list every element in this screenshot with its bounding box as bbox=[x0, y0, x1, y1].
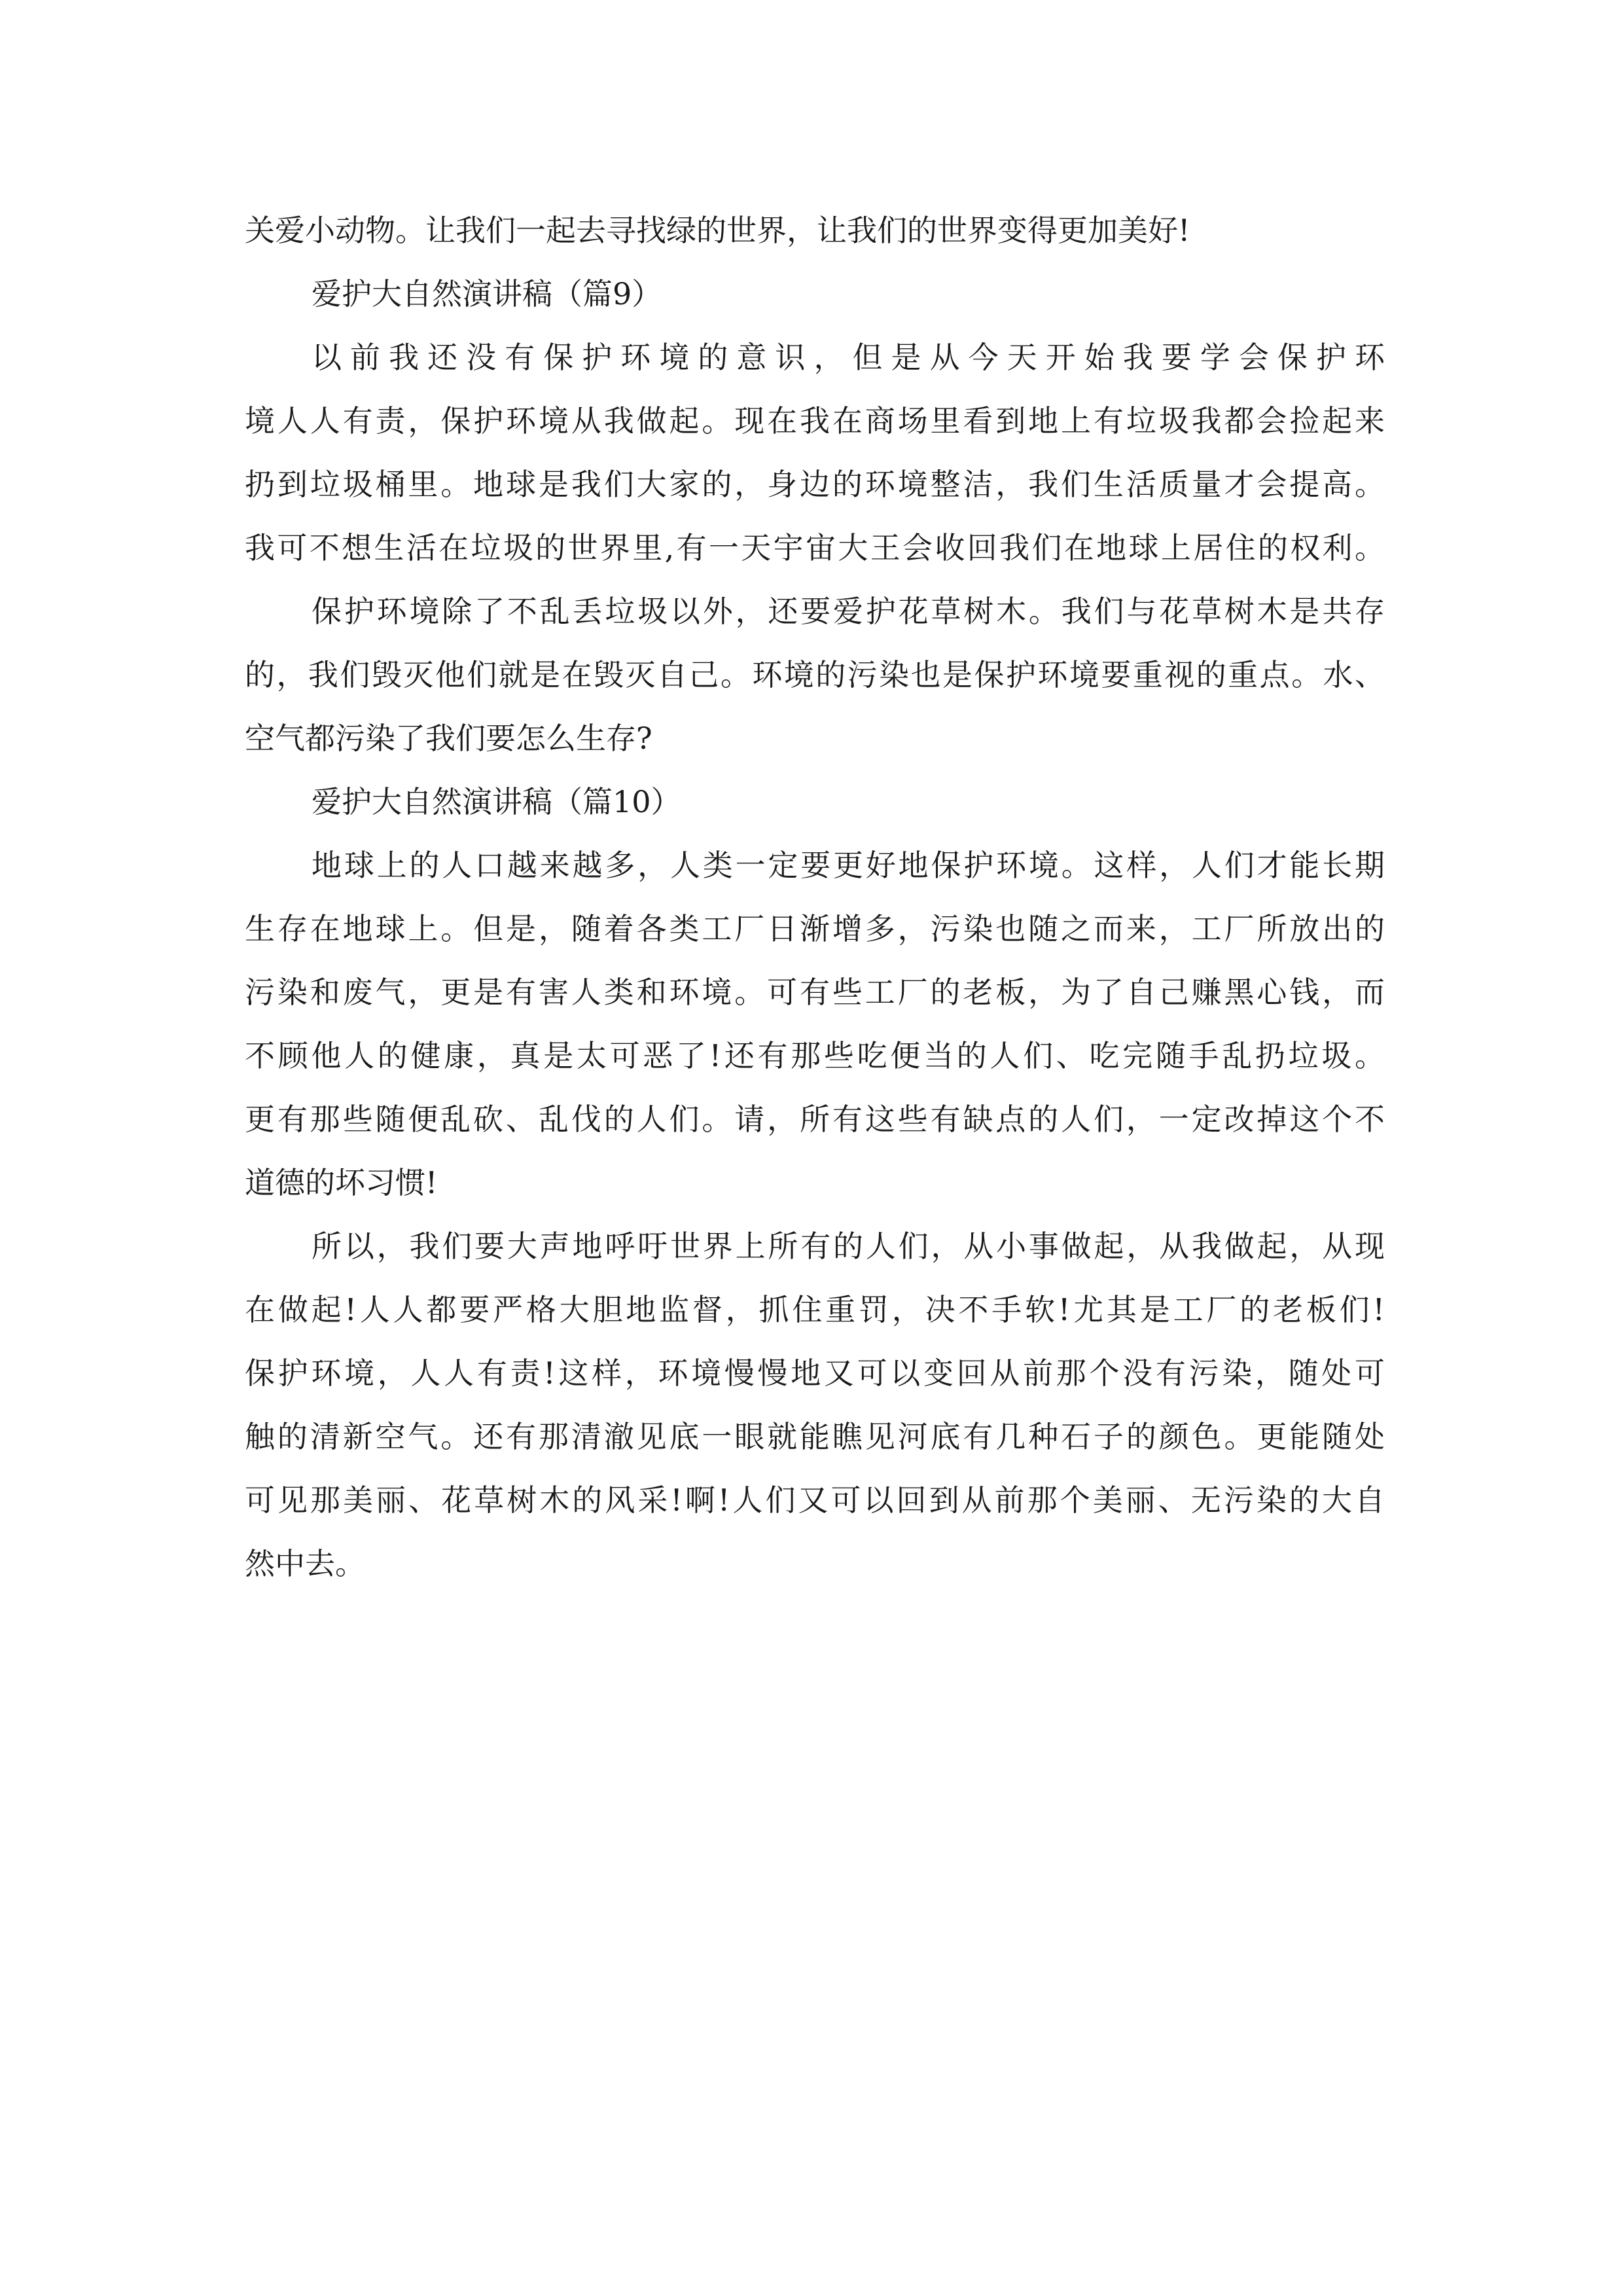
text-line: 道德的坏习惯! bbox=[245, 1165, 438, 1200]
text-line: 以前我还没有保护环境的意识，但是从今天开始我要学会保护环 bbox=[312, 340, 1385, 375]
text-line: 污染和废气，更是有害人类和环境。可有些工厂的老板，为了自己赚黑心钱，而 bbox=[245, 975, 1385, 1010]
text-line: 爱护大自然演讲稿（篇10） bbox=[312, 784, 681, 819]
text-line: 更有那些随便乱砍、乱伐的人们。请，所有这些有缺点的人们，一定改掉这个不 bbox=[245, 1102, 1385, 1137]
text-line: 地球上的人口越来越多，人类一定要更好地保护环境。这样，人们才能长期 bbox=[312, 848, 1385, 883]
text-line: 保护环境，人人有责!这样，环境慢慢地又可以变回从前那个没有污染，随处可 bbox=[245, 1355, 1385, 1391]
text-line: 扔到垃圾桶里。地球是我们大家的，身边的环境整洁，我们生活质量才会提高。 bbox=[245, 467, 1385, 502]
text-line: 然中去。 bbox=[245, 1546, 365, 1581]
document-body bbox=[245, 199, 1385, 1596]
text-line: 爱护大自然演讲稿（篇9） bbox=[312, 276, 662, 312]
text-line: 境人人有责，保护环境从我做起。现在我在商场里看到地上有垃圾我都会捡起来 bbox=[245, 403, 1385, 439]
text-line: 关爱小动物。让我们一起去寻找绿的世界，让我们的世界变得更加美好! bbox=[245, 213, 1190, 248]
text-line: 不顾他人的健康，真是太可恶了!还有那些吃便当的人们、吃完随手乱扔垃圾。 bbox=[245, 1038, 1385, 1073]
text-line: 触的清新空气。还有那清澈见底一眼就能瞧见河底有几种石子的颜色。更能随处 bbox=[245, 1419, 1385, 1454]
text-line: 空气都污染了我们要怎么生存? bbox=[245, 721, 652, 756]
text-line: 在做起!人人都要严格大胆地监督，抓住重罚，决不手软!尤其是工厂的老板们! bbox=[245, 1292, 1385, 1327]
text-line: 的，我们毁灭他们就是在毁灭自己。环境的污染也是保护环境要重视的重点。水、 bbox=[245, 657, 1385, 692]
text-line: 可见那美丽、花草树木的风采!啊!人们又可以回到从前那个美丽、无污染的大自 bbox=[245, 1482, 1385, 1518]
text-line: 我可不想生活在垃圾的世界里,有一天宇宙大王会收回我们在地球上居住的权利。 bbox=[245, 530, 1385, 565]
text-line: 生存在地球上。但是，随着各类工厂日渐增多，污染也随之而来，工厂所放出的 bbox=[245, 911, 1385, 946]
text-line: 所以，我们要大声地呼吁世界上所有的人们，从小事做起，从我做起，从现 bbox=[312, 1229, 1385, 1264]
text-line: 保护环境除了不乱丢垃圾以外，还要爱护花草树木。我们与花草树木是共存 bbox=[312, 594, 1385, 629]
